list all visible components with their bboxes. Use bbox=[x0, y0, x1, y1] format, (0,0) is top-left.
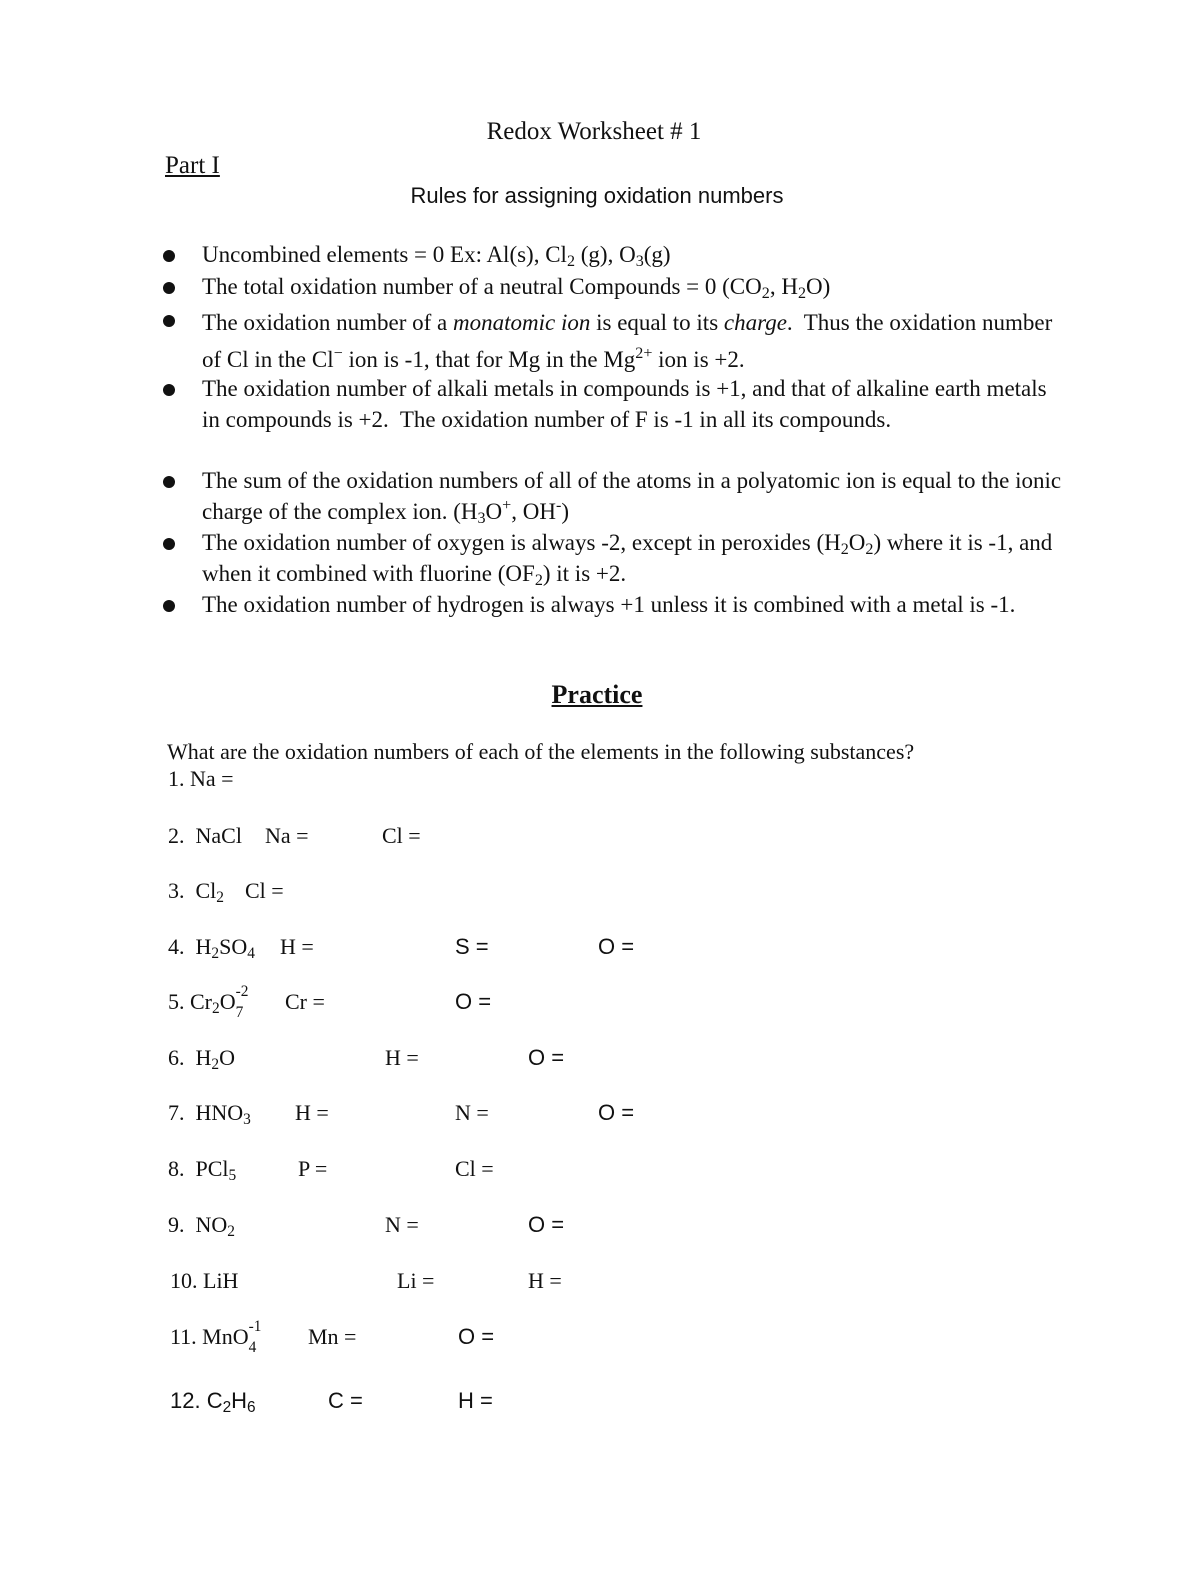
rule-6: The oxidation number of oxygen is always -2, except in peroxides $(H_2O_2)$ where it is -1, and when it combined with fluorine $(OF_2)$ it is +2. bbox=[202, 530, 1053, 590]
problem-10-blank-h[interactable]: H = bbox=[528, 1268, 562, 1293]
problem-2-blank-na[interactable]: Na = bbox=[265, 823, 309, 848]
problem-3-blank-cl[interactable]: Cl = bbox=[245, 878, 284, 903]
rules-heading: Rules for assigning oxidation numbers bbox=[410, 183, 784, 208]
problem-4-label: 4. $H_2SO_4$ bbox=[168, 934, 255, 962]
problem-9-blank-o[interactable]: O = bbox=[528, 1212, 565, 1237]
problem-3-label: 3. $Cl_2$ bbox=[168, 878, 224, 906]
rule-5: The sum of the oxidation numbers of all of the atoms in a polyatomic ion is equal to the ionic charge of the complex ion. ($H_3O^+$, OH-) bbox=[202, 468, 1062, 528]
problem-5-blank-o[interactable]: O = bbox=[455, 989, 492, 1014]
bullet-icon bbox=[163, 538, 175, 550]
problem-7-blank-n[interactable]: N = bbox=[455, 1100, 489, 1125]
problem-7-blank-o[interactable]: O = bbox=[598, 1100, 635, 1125]
problem-8-label: 8. PCl$_5$ bbox=[168, 1156, 237, 1184]
rule-2: The total oxidation number of a neutral Compounds = 0 ($CO_2$, $H_2O$) bbox=[202, 274, 831, 303]
problem-7-blank-h[interactable]: H = bbox=[295, 1100, 329, 1125]
problem-6-blank-o[interactable]: O = bbox=[528, 1045, 565, 1070]
rule-3: The oxidation number of a monatomic ion is equal to its charge. Thus the oxidation number of Cl in the Cl− ion is -1, that for Mg in the $Mg^{2+}$ ion is +2. bbox=[202, 310, 1053, 372]
problem-10-blank-li[interactable]: Li = bbox=[397, 1268, 435, 1293]
problem-7-label: 7. $HNO_3$ bbox=[168, 1100, 251, 1128]
worksheet-title: Redox Worksheet # 1 bbox=[486, 118, 702, 145]
problem-10-label: 10. LiH bbox=[170, 1268, 239, 1293]
problem-4-blank-o[interactable]: O = bbox=[598, 934, 635, 959]
problem-4-blank-h[interactable]: H = bbox=[280, 934, 314, 959]
problem-11-blank-o[interactable]: O = bbox=[458, 1324, 495, 1349]
rule-7: The oxidation number of hydrogen is always +1 unless it is combined with a metal is -1. bbox=[202, 592, 1016, 617]
practice-question: What are the oxidation numbers of each of the elements in the following substances? bbox=[167, 739, 915, 764]
rule-1: Uncombined elements = 0 Ex: Al(s), $Cl_2$ (g), $O_3(g)$ bbox=[202, 242, 671, 271]
problem-4-blank-s[interactable]: S = bbox=[455, 934, 489, 959]
problem-8-blank-p[interactable]: P = bbox=[298, 1156, 328, 1181]
problem-11-label: 11. MnO -1 4 bbox=[170, 1318, 262, 1356]
problem-2-blank-cl[interactable]: Cl = bbox=[382, 823, 421, 848]
rule-4: The oxidation number of alkali metals in compounds is +1, and that of alkaline earth metals in compounds is +2. The oxidation number of F is -1 in all its compounds. bbox=[202, 376, 1047, 432]
problem-12-blank-h[interactable]: H = bbox=[458, 1388, 493, 1413]
problem-6-blank-h[interactable]: H = bbox=[385, 1045, 419, 1070]
problem-12-blank-c[interactable]: C = bbox=[328, 1388, 363, 1413]
problem-9-blank-n[interactable]: N = bbox=[385, 1212, 419, 1237]
problem-2-label: 2. NaCl bbox=[168, 823, 242, 848]
problem-5-label: 5. $Cr_2O$ -2 7 bbox=[168, 983, 249, 1021]
problem-5-blank-cr[interactable]: Cr = bbox=[285, 989, 325, 1014]
bullet-icon bbox=[163, 315, 175, 327]
problem-8-blank-cl[interactable]: Cl = bbox=[455, 1156, 494, 1181]
problem-12-label: 12. $C_2H_6$ bbox=[170, 1388, 256, 1416]
problem-6-label: 6. $H_2O$ bbox=[168, 1045, 235, 1073]
part-label: Part I bbox=[165, 152, 220, 179]
bullet-icon bbox=[163, 476, 175, 488]
problem-9-label: 9. $NO_2$ bbox=[168, 1212, 235, 1240]
bullet-icon bbox=[163, 282, 175, 294]
problem-1-label: 1. Na = bbox=[168, 766, 234, 791]
bullet-icon bbox=[163, 600, 175, 612]
bullet-icon bbox=[163, 384, 175, 396]
bullet-icon bbox=[163, 250, 175, 262]
practice-heading: Practice bbox=[551, 680, 643, 709]
problem-11-blank-mn[interactable]: Mn = bbox=[308, 1324, 357, 1349]
